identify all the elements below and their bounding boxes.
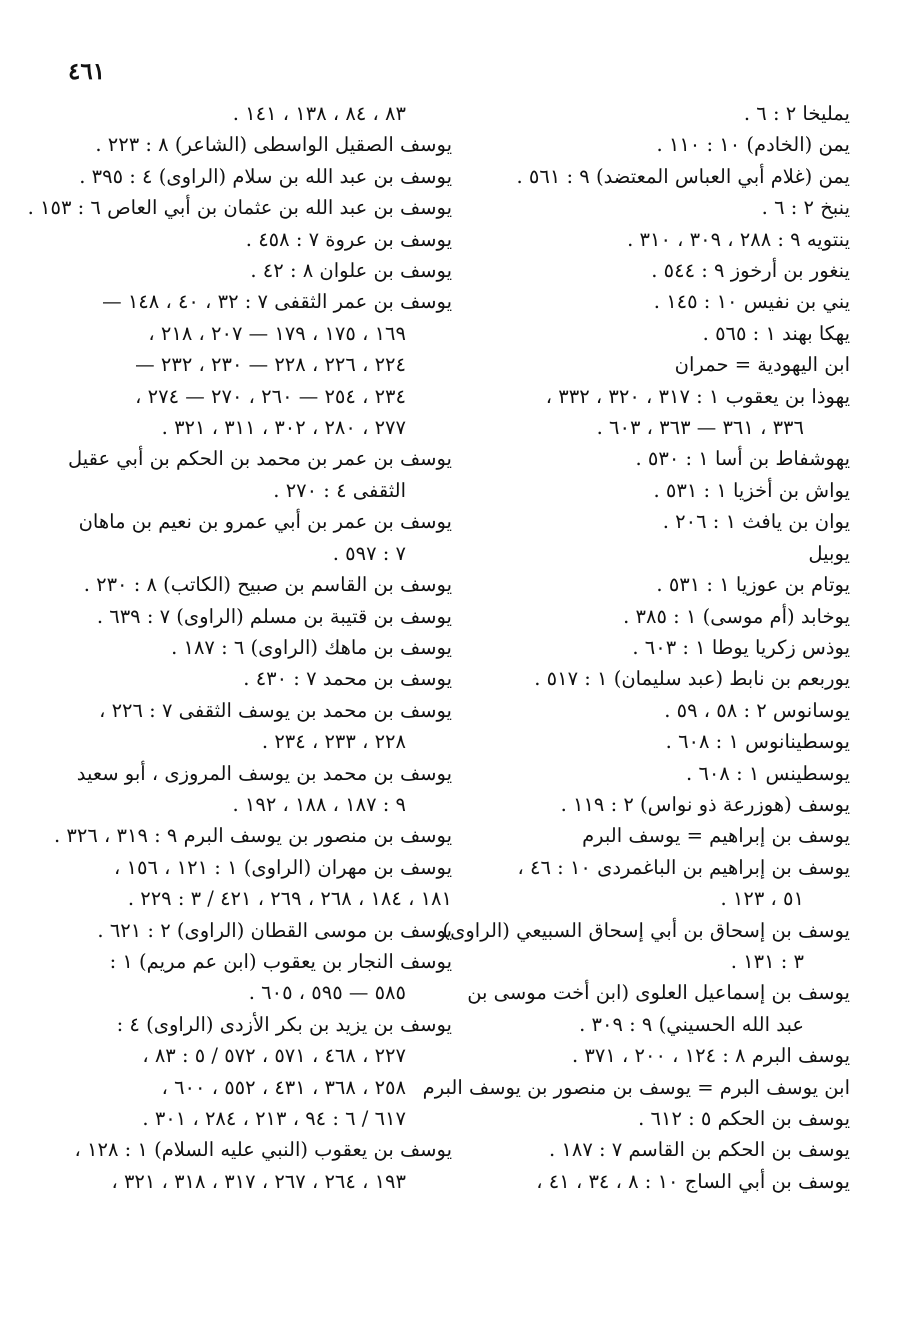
index-entry-line: يواش بن أخزيا ١ : ٥٣١ . xyxy=(653,478,850,502)
index-entry-line: يوسف بن قتيبة بن مسلم (الراوى) ٧ : ٦٣٩ . xyxy=(96,604,452,628)
index-entry-line: يوسف بن عبد الله بن عثمان بن أبي العاص ٦ : ١٥٣ . xyxy=(27,196,452,220)
index-entry-line: يوسف (هوزرعة ذو نواس) ٢ : ١١٩ . xyxy=(560,792,850,816)
index-entry-line: يمن (الخادم) ١٠ : ١١٠ . xyxy=(656,133,850,157)
index-entry-line: ٥٨٥ — ٥٩٥ ، ٦٠٥ . xyxy=(248,981,406,1005)
index-entry-line: يوسف بن عمر بن أبي عمرو بن نعيم بن ماهان xyxy=(78,510,452,534)
index-entry-line: يوتام بن عوزيا ١ : ٥٣١ . xyxy=(656,573,850,597)
index-entry-line: ابن اليهودية = حمران xyxy=(674,353,850,377)
index-entry-line: يوسف بن منصور بن يوسف البرم ٩ : ٣١٩ ، ٣٢٦ . xyxy=(54,824,452,848)
index-entry-line: الثقفى ٤ : ٢٧٠ . xyxy=(273,478,406,502)
index-entry-line: يوخابد (أم موسى) ١ : ٣٨٥ . xyxy=(623,604,850,628)
index-entry-line: ينغور بن أرخوز ٩ : ٥٤٤ . xyxy=(651,259,850,283)
index-entry-line: يوسطينانوس ١ : ٦٠٨ . xyxy=(665,730,850,754)
index-entry-line: يوسطينس ١ : ٦٠٨ . xyxy=(686,761,850,785)
index-entry-line: يوسف بن إبراهيم = يوسف البرم xyxy=(582,824,850,848)
index-entry-line: يوسف الصقيل الواسطى (الشاعر) ٨ : ٢٢٣ . xyxy=(95,133,452,157)
page-number: ٤٦١ xyxy=(68,58,106,85)
index-entry-line: يمن (غلام أبي العباس المعتضد) ٩ : ٥٦١ . xyxy=(516,164,850,188)
index-column-left xyxy=(27,98,452,1197)
index-entry-line: يوسف بن محمد بن يوسف الثقفى ٧ : ٢٢٦ ، xyxy=(99,698,452,722)
index-entry-line: يوسف بن الحكم ٥ : ٦١٢ . xyxy=(638,1107,850,1130)
index-entry-line: يوسف بن عمر الثقفى ٧ : ٣٢ ، ٤٠ ، ١٤٨ — xyxy=(102,290,452,314)
index-entry-line: يوسف بن مهران (الراوى) ١ : ١٢١ ، ١٥٦ ، xyxy=(114,855,452,879)
index-entry-line: ينبخ ٢ : ٦ . xyxy=(761,196,850,220)
index-entry-line: ٣٣٦ ، ٣٦١ — ٣٦٣ ، ٦٠٣ . xyxy=(596,416,804,440)
index-entry-line: ١٩٣ ، ٢٦٤ ، ٢٦٧ ، ٣١٧ ، ٣١٨ ، ٣٢١ ، xyxy=(111,1169,406,1193)
index-entry-line: ٣ : ١٣١ . xyxy=(730,949,804,973)
index-entry-line: يهكا بهند ١ : ٥٦٥ . xyxy=(702,321,850,345)
index-entry-line: يوذس زكريا يوطا ١ : ٦٠٣ . xyxy=(632,635,850,659)
index-entry-line: يوسف بن عروة ٧ : ٤٥٨ . xyxy=(245,227,452,251)
index-entry-line: ٥١ ، ١٢٣ . xyxy=(720,887,804,911)
index-entry-line: يوسف بن عبد الله بن سلام (الراوى) ٤ : ٣٩٥ . xyxy=(79,164,452,188)
index-entry-line: يوسف بن موسى القطان (الراوى) ٢ : ٦٢١ . xyxy=(97,918,452,942)
index-entry-line: ٨٣ ، ٨٤ ، ١٣٨ ، ١٤١ . xyxy=(232,102,406,125)
index-entry-line: يوان بن يافث ١ : ٢٠٦ . xyxy=(662,510,850,534)
index-entry-line: يوسف بن علوان ٨ : ٤٢ . xyxy=(250,259,452,283)
index-entry-line: عبد الله الحسيني) ٩ : ٣٠٩ . xyxy=(579,1012,804,1036)
index-entry-line: يمليخا ٢ : ٦ . xyxy=(743,102,850,125)
index-entry-line: ٢٥٨ ، ٣٦٨ ، ٤٣١ ، ٥٥٢ ، ٦٠٠ ، xyxy=(161,1075,406,1099)
index-entry-line: ١٦٩ ، ١٧٥ ، ١٧٩ — ٢٠٧ ، ٢١٨ ، xyxy=(148,321,406,345)
index-entry-line: يهوذا بن يعقوب ١ : ٣١٧ ، ٣٢٠ ، ٣٣٢ ، xyxy=(545,384,850,408)
index-entry-line: يوسف بن إسماعيل العلوى (ابن أخت موسى بن xyxy=(467,981,850,1005)
index-entry-line: يوسف بن عمر بن محمد بن الحكم بن أبي عقيل xyxy=(67,447,452,471)
index-entry-line: يهوشفاط بن أسا ١ : ٥٣٠ . xyxy=(635,447,850,471)
index-entry-line: يوسف بن محمد ٧ : ٤٣٠ . xyxy=(243,667,452,691)
index-entry-line: ١٨١ ، ١٨٤ ، ٢٦٨ ، ٢٦٩ ، ٤٢١ / ٣ : ٢٢٩ . xyxy=(127,887,452,911)
index-entry-line: يوسف بن أبي الساج ١٠ : ٨ ، ٣٤ ، ٤١ ، xyxy=(536,1169,850,1193)
index-entry-line: ٢٢٤ ، ٢٢٦ ، ٢٢٨ — ٢٣٠ ، ٢٣٢ — xyxy=(135,353,406,377)
index-entry-line: يني بن نفيس ١٠ : ١٤٥ . xyxy=(653,290,850,314)
index-entry-line: ابن يوسف البرم = يوسف بن منصور بن يوسف البرم xyxy=(422,1075,850,1099)
index-entry-line: ٢٢٧ ، ٤٦٨ ، ٥٧١ ، ٥٧٢ / ٥ : ٨٣ ، xyxy=(142,1044,406,1068)
index-entry-line: يوسف النجار بن يعقوب (ابن عم مريم) ١ : xyxy=(109,949,452,973)
index-entry-line: ٢٧٧ ، ٢٨٠ ، ٣٠٢ ، ٣١١ ، ٣٢١ . xyxy=(161,416,406,440)
index-entry-line: يوسف بن القاسم بن صبيح (الكاتب) ٨ : ٢٣٠ . xyxy=(83,573,452,597)
index-entry-line: يوسف بن إبراهيم بن الباغمردى ١٠ : ٤٦ ، xyxy=(517,855,850,879)
index-entry-line: يوبيل xyxy=(808,541,850,565)
index-entry-line: ٦١٧ / ٦ : ٩٤ ، ٢١٣ ، ٢٨٤ ، ٣٠١ . xyxy=(142,1107,406,1130)
index-entry-line: يوسف البرم ٨ : ١٢٤ ، ٢٠٠ ، ٣٧١ . xyxy=(571,1044,850,1068)
index-entry-line: يوربعم بن نابط (عبد سليمان) ١ : ٥١٧ . xyxy=(534,667,850,691)
index-entry-line: يوسف بن الحكم بن القاسم ٧ : ١٨٧ . xyxy=(548,1138,850,1162)
index-entry-line: ينتويه ٩ : ٢٨٨ ، ٣٠٩ ، ٣١٠ . xyxy=(627,227,850,251)
index-column-right xyxy=(422,98,850,1197)
index-entry-line: يوسانوس ٢ : ٥٨ ، ٥٩ . xyxy=(664,698,850,722)
index-entry-line: يوسف بن ماهك (الراوى) ٦ : ١٨٧ . xyxy=(171,635,452,659)
index-entry-line: يوسف بن يزيد بن بكر الأزدى (الراوى) ٤ : xyxy=(116,1012,452,1036)
index-entry-line: يوسف بن يعقوب (النبي عليه السلام) ١ : ١٢٨ ، xyxy=(74,1138,452,1162)
index-entry-line: ٩ : ١٨٧ ، ١٨٨ ، ١٩٢ . xyxy=(232,792,406,816)
index-entry-line: ٧ : ٥٩٧ . xyxy=(332,541,406,565)
index-entry-line: ٢٣٤ ، ٢٥٤ — ٢٦٠ ، ٢٧٠ — ٢٧٤ ، xyxy=(135,384,406,408)
index-entry-line: يوسف بن محمد بن يوسف المروزى ، أبو سعيد xyxy=(76,761,452,785)
index-entry-line: يوسف بن إسحاق بن أبي إسحاق السبيعي (الراوى) xyxy=(442,918,850,942)
index-entry-line: ٢٢٨ ، ٢٣٣ ، ٢٣٤ . xyxy=(261,730,406,754)
